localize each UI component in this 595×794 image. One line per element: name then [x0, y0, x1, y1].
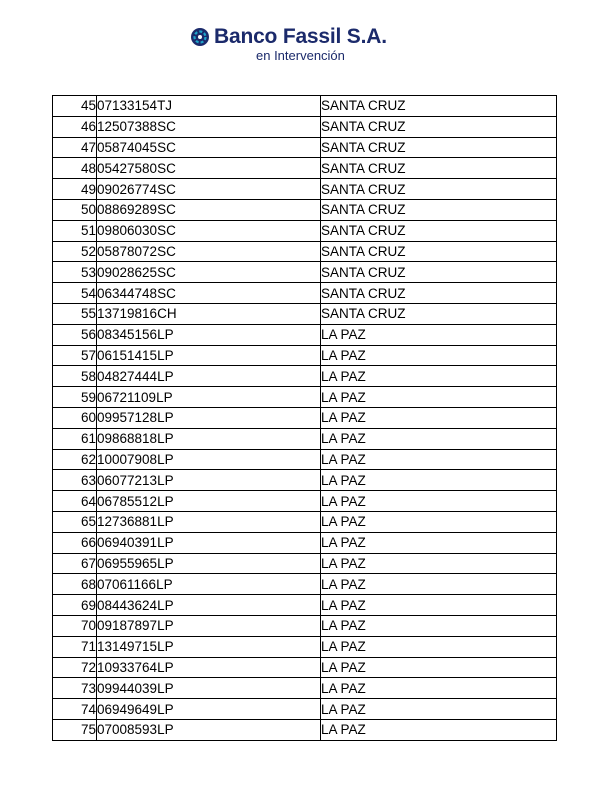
row-number-cell: 45 — [53, 96, 97, 117]
document-id-cell: 09026774SC — [97, 179, 321, 200]
row-number-cell: 70 — [53, 615, 97, 636]
table-row — [53, 262, 557, 283]
page-header — [0, 22, 595, 66]
brand-name: Banco Fassil S.A. — [214, 25, 387, 48]
city-cell: SANTA CRUZ — [321, 303, 557, 324]
document-id-cell: 06955965LP — [97, 553, 321, 574]
document-id-cell: 12507388SC — [97, 116, 321, 137]
document-id-cell: 05427580SC — [97, 158, 321, 179]
table-row — [53, 345, 557, 366]
table-row — [53, 574, 557, 595]
bank-logo-icon — [190, 27, 210, 47]
city-cell: SANTA CRUZ — [321, 262, 557, 283]
table-row — [53, 96, 557, 117]
document-id-cell: 07061166LP — [97, 574, 321, 595]
document-id-cell: 04827444LP — [97, 366, 321, 387]
city-cell: LA PAZ — [321, 449, 557, 470]
city-cell: LA PAZ — [321, 387, 557, 408]
city-cell: LA PAZ — [321, 491, 557, 512]
row-number-cell: 51 — [53, 220, 97, 241]
table-row — [53, 241, 557, 262]
document-id-cell: 08443624LP — [97, 595, 321, 616]
city-cell: LA PAZ — [321, 595, 557, 616]
table-row — [53, 428, 557, 449]
row-number-cell: 60 — [53, 407, 97, 428]
city-cell: SANTA CRUZ — [321, 199, 557, 220]
row-number-cell: 65 — [53, 511, 97, 532]
table-row — [53, 116, 557, 137]
document-id-cell: 08345156LP — [97, 324, 321, 345]
document-id-cell: 06721109LP — [97, 387, 321, 408]
document-id-cell: 12736881LP — [97, 511, 321, 532]
city-cell: SANTA CRUZ — [321, 96, 557, 117]
table-row — [53, 615, 557, 636]
row-number-cell: 47 — [53, 137, 97, 158]
document-id-cell: 05874045SC — [97, 137, 321, 158]
row-number-cell: 52 — [53, 241, 97, 262]
city-cell: LA PAZ — [321, 657, 557, 678]
city-cell: SANTA CRUZ — [321, 116, 557, 137]
table-row — [53, 158, 557, 179]
brand-logo — [190, 24, 387, 50]
row-number-cell: 66 — [53, 532, 97, 553]
document-id-cell: 06344748SC — [97, 283, 321, 304]
document-id-cell: 13719816CH — [97, 303, 321, 324]
document-id-cell: 06151415LP — [97, 345, 321, 366]
table-row — [53, 553, 557, 574]
table-row — [53, 407, 557, 428]
city-cell: LA PAZ — [321, 678, 557, 699]
table-row — [53, 366, 557, 387]
table-row — [53, 636, 557, 657]
table-row — [53, 511, 557, 532]
row-number-cell: 59 — [53, 387, 97, 408]
table-row — [53, 179, 557, 200]
row-number-cell: 73 — [53, 678, 97, 699]
document-id-cell: 06785512LP — [97, 491, 321, 512]
table-row — [53, 657, 557, 678]
row-number-cell: 74 — [53, 699, 97, 720]
table-row — [53, 699, 557, 720]
document-id-cell: 09957128LP — [97, 407, 321, 428]
city-cell: LA PAZ — [321, 345, 557, 366]
table-row — [53, 719, 557, 740]
row-number-cell: 50 — [53, 199, 97, 220]
city-cell: SANTA CRUZ — [321, 179, 557, 200]
document-id-cell: 13149715LP — [97, 636, 321, 657]
city-cell: LA PAZ — [321, 532, 557, 553]
row-number-cell: 69 — [53, 595, 97, 616]
city-cell: SANTA CRUZ — [321, 137, 557, 158]
row-number-cell: 71 — [53, 636, 97, 657]
table-row — [53, 532, 557, 553]
row-number-cell: 62 — [53, 449, 97, 470]
document-id-cell: 10007908LP — [97, 449, 321, 470]
document-id-cell: 07008593LP — [97, 719, 321, 740]
city-cell: LA PAZ — [321, 428, 557, 449]
row-number-cell: 58 — [53, 366, 97, 387]
row-number-cell: 64 — [53, 491, 97, 512]
table-row — [53, 595, 557, 616]
city-cell: SANTA CRUZ — [321, 241, 557, 262]
row-number-cell: 55 — [53, 303, 97, 324]
row-number-cell: 56 — [53, 324, 97, 345]
city-cell: LA PAZ — [321, 511, 557, 532]
table-row — [53, 220, 557, 241]
city-cell: LA PAZ — [321, 407, 557, 428]
document-id-cell: 10933764LP — [97, 657, 321, 678]
city-cell: LA PAZ — [321, 699, 557, 720]
city-cell: LA PAZ — [321, 366, 557, 387]
city-cell: LA PAZ — [321, 470, 557, 491]
table-row — [53, 137, 557, 158]
row-number-cell: 53 — [53, 262, 97, 283]
document-id-cell: 06077213LP — [97, 470, 321, 491]
document-id-cell: 07133154TJ — [97, 96, 321, 117]
city-cell: SANTA CRUZ — [321, 158, 557, 179]
document-id-cell: 05878072SC — [97, 241, 321, 262]
city-cell: LA PAZ — [321, 719, 557, 740]
brand-subtitle: en Intervención — [256, 48, 345, 63]
table-row — [53, 387, 557, 408]
city-cell: SANTA CRUZ — [321, 283, 557, 304]
city-cell: LA PAZ — [321, 574, 557, 595]
city-cell: LA PAZ — [321, 615, 557, 636]
document-id-cell: 09868818LP — [97, 428, 321, 449]
table-row — [53, 449, 557, 470]
row-number-cell: 57 — [53, 345, 97, 366]
table-row — [53, 199, 557, 220]
row-number-cell: 46 — [53, 116, 97, 137]
row-number-cell: 72 — [53, 657, 97, 678]
city-cell: SANTA CRUZ — [321, 220, 557, 241]
row-number-cell: 54 — [53, 283, 97, 304]
row-number-cell: 48 — [53, 158, 97, 179]
table-row — [53, 303, 557, 324]
table-row — [53, 491, 557, 512]
table-body — [53, 96, 557, 741]
document-id-cell: 09806030SC — [97, 220, 321, 241]
table-row — [53, 678, 557, 699]
row-number-cell: 68 — [53, 574, 97, 595]
row-number-cell: 67 — [53, 553, 97, 574]
row-number-cell: 61 — [53, 428, 97, 449]
document-id-cell: 08869289SC — [97, 199, 321, 220]
city-cell: LA PAZ — [321, 324, 557, 345]
table-row — [53, 283, 557, 304]
row-number-cell: 63 — [53, 470, 97, 491]
city-cell: LA PAZ — [321, 553, 557, 574]
row-number-cell: 75 — [53, 719, 97, 740]
document-id-cell: 09944039LP — [97, 678, 321, 699]
document-id-cell: 06949649LP — [97, 699, 321, 720]
table-row — [53, 470, 557, 491]
table-row — [53, 324, 557, 345]
id-city-table — [52, 95, 557, 741]
city-cell: LA PAZ — [321, 636, 557, 657]
row-number-cell: 49 — [53, 179, 97, 200]
document-id-cell: 09028625SC — [97, 262, 321, 283]
document-id-cell: 09187897LP — [97, 615, 321, 636]
document-id-cell: 06940391LP — [97, 532, 321, 553]
